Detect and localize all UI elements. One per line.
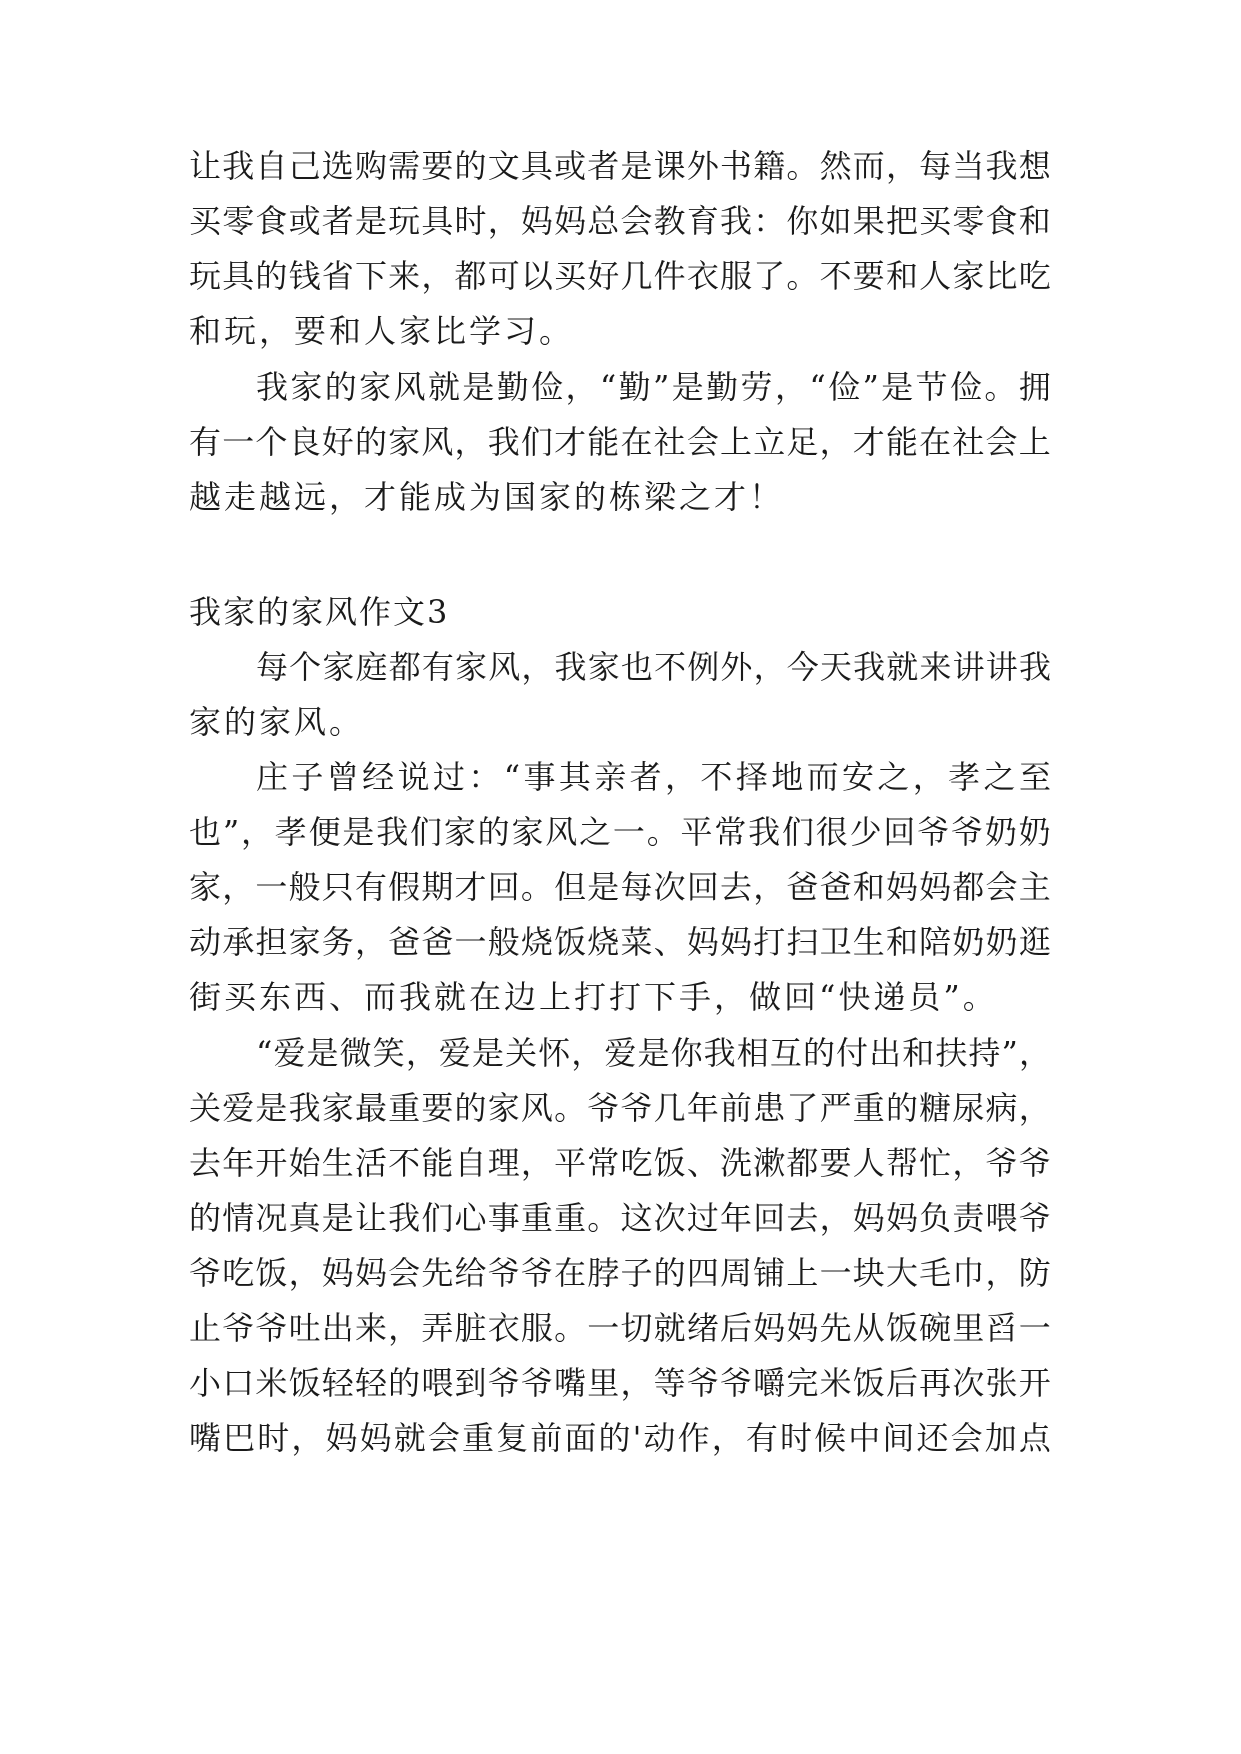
text-line: 的 情 况 真 是 让 我 们 心 事 重 重 。 这 次 过 年 回 去 ， 妈 妈 负 责 喂 爷 [189,1199,1051,1237]
text-line: 街买东西、而我就在边上打打下手，做回“快递员”。 [189,978,998,1016]
text-line: 去 年 开 始 生 活 不 能 自 理 ， 平 常 吃 饭 、 洗 漱 都 要 人 帮 忙 ， 爷 爷 [189,1144,1051,1182]
section-heading: 我家的家风作文3 [189,593,450,631]
text-line: 有 一 个 良 好 的 家 风 ， 我 们 才 能 在 社 会 上 立 足 ， 才 能 在 社 会 上 [189,423,1051,461]
text-line: 庄 子 曾 经 说 过 ： “ 事 其 亲 者 ， 不 择 地 而 安 之 ， 孝 之 至 [256,758,1051,796]
text-line: 玩 具 的 钱 省 下 来 ， 都 可 以 买 好 几 件 衣 服 了 。 不 要 和 人 家 比 吃 [189,257,1051,295]
text-line: 嘴 巴 时 ， 妈 妈 就 会 重 复 前 面 的 ' 动 作 ， 有 时 候 中 间 还 会 加 点 [189,1419,1051,1457]
text-line: 越走越远，才能成为国家的栋梁之才！ [189,478,785,516]
text-line: 我 家 的 家 风 就 是 勤 俭 ， “ 勤 ” 是 勤 劳 ， “ 俭 ” 是 节 俭 。 拥 [256,368,1051,406]
text-line: 小 口 米 饭 轻 轻 的 喂 到 爷 爷 嘴 里 ， 等 爷 爷 嚼 完 米 饭 后 再 次 张 开 [189,1364,1051,1402]
text-line: 也 ” ， 孝 便 是 我 们 家 的 家 风 之 一 。 平 常 我 们 很 少 回 爷 爷 奶 奶 [189,813,1051,851]
text-line: 爷 吃 饭 ， 妈 妈 会 先 给 爷 爷 在 脖 子 的 四 周 铺 上 一 块 大 毛 巾 ， 防 [189,1254,1051,1292]
text-line: “ 爱 是 微 笑 ， 爱 是 关 怀 ， 爱 是 你 我 相 互 的 付 出 和 扶 持 ” ， [256,1034,1051,1072]
text-line: 止 爷 爷 吐 出 来 ， 弄 脏 衣 服 。 一 切 就 绪 后 妈 妈 先 从 饭 碗 里 舀 一 [189,1309,1051,1347]
text-line: 家的家风。 [189,703,365,741]
text-line: 和玩，要和人家比学习。 [189,312,575,350]
text-line: 动 承 担 家 务 ， 爸 爸 一 般 烧 饭 烧 菜 、 妈 妈 打 扫 卫 生 和 陪 奶 奶 逛 [189,923,1051,961]
text-line: 关 爱 是 我 家 最 重 要 的 家 风 。 爷 爷 几 年 前 患 了 严 重 的 糖 尿 病 ， [189,1089,1051,1127]
text-line: 让 我 自 己 选 购 需 要 的 文 具 或 者 是 课 外 书 籍 。 然 而 ， 每 当 我 想 [189,147,1051,185]
text-line: 买 零 食 或 者 是 玩 具 时 ， 妈 妈 总 会 教 育 我 ： 你 如 果 把 买 零 食 和 [189,202,1051,240]
text-line: 家 ， 一 般 只 有 假 期 才 回 。 但 是 每 次 回 去 ， 爸 爸 和 妈 妈 都 会 主 [189,868,1051,906]
text-line: 每 个 家 庭 都 有 家 风 ， 我 家 也 不 例 外 ， 今 天 我 就 来 讲 讲 我 [256,648,1051,686]
